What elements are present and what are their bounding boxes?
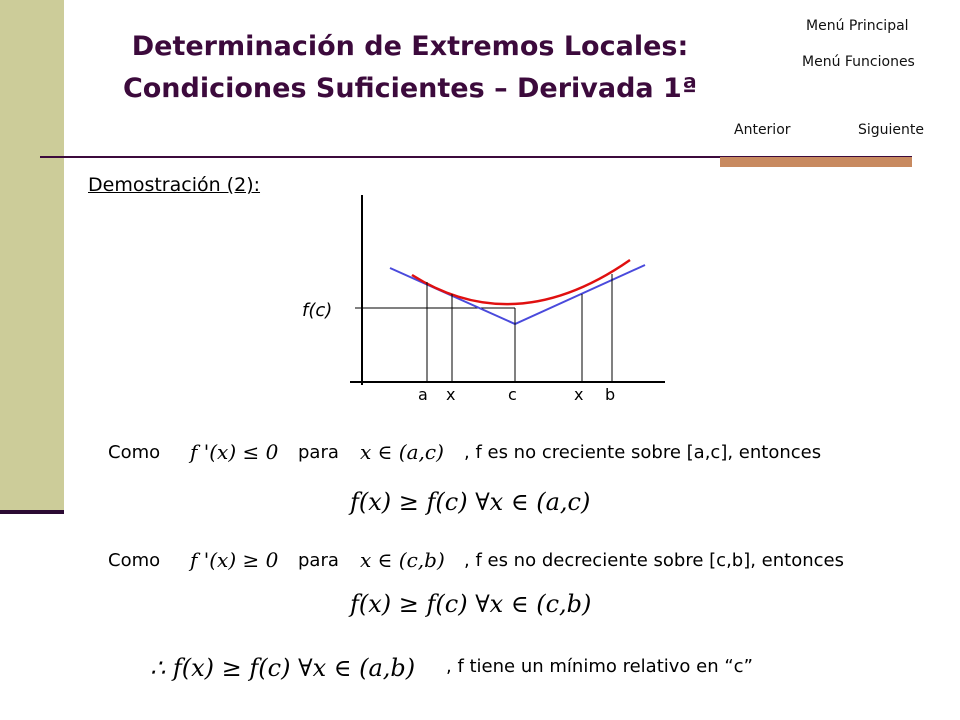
final-conclusion: , f tiene un mínimo relativo en “c”	[446, 656, 753, 677]
main-menu-link[interactable]: Menú Principal	[806, 18, 909, 34]
title-line-2: Condiciones Suficientes – Derivada 1ª	[122, 73, 698, 104]
final-result: ∴ f(x) ≥ f(c) ∀x ∈ (a,b)	[150, 654, 416, 682]
para-label-1: para	[298, 442, 339, 463]
x-label-x-right: x	[574, 385, 584, 404]
como-label-2: Como	[108, 550, 161, 571]
result-2: f(x) ≥ f(c) ∀x ∈ (c,b)	[350, 590, 592, 618]
x-label-c: c	[508, 385, 517, 404]
functions-menu-link[interactable]: Menú Funciones	[802, 54, 915, 70]
interval-2: x ∈ (c,b)	[360, 548, 445, 572]
previous-link[interactable]: Anterior	[734, 122, 791, 138]
x-label-b: b	[605, 385, 616, 404]
x-label-a: a	[418, 385, 428, 404]
para-label-2: para	[298, 550, 339, 571]
conclusion-2: , f es no decreciente sobre [c,b], entonces	[464, 550, 844, 571]
next-link[interactable]: Siguiente	[858, 122, 925, 138]
interval-1: x ∈ (a,c)	[360, 440, 444, 464]
derivative-condition-2: f '(x) ≥ 0	[190, 548, 279, 572]
section-subtitle: Demostración (2):	[88, 174, 261, 196]
x-label-x-left: x	[446, 385, 456, 404]
conclusion-1: , f es no creciente sobre [a,c], entonces	[464, 442, 822, 463]
result-1: f(x) ≥ f(c) ∀x ∈ (a,c)	[350, 488, 591, 516]
como-label-1: Como	[108, 442, 161, 463]
y-label-fc: f(c)	[302, 300, 333, 321]
parabola-curve	[412, 260, 630, 304]
title-line-1: Determinación de Extremos Locales:	[131, 31, 689, 62]
derivative-condition-1: f '(x) ≤ 0	[190, 440, 279, 464]
